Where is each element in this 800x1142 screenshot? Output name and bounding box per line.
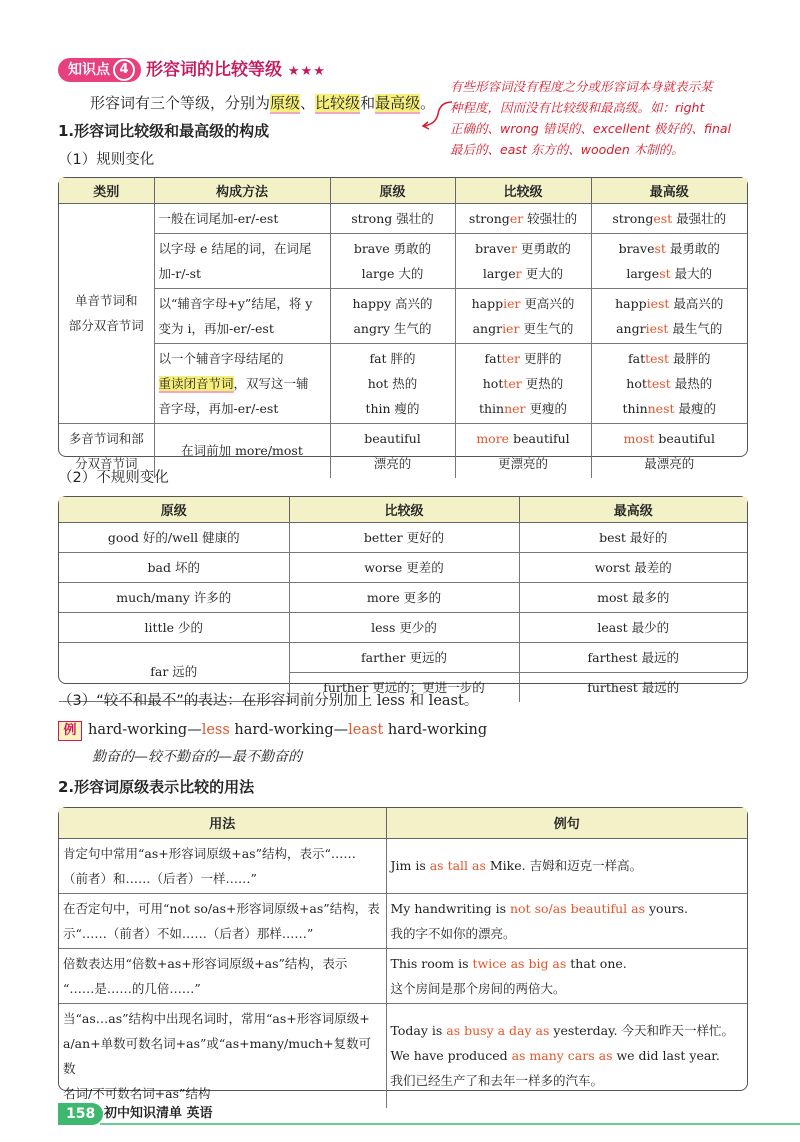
knowledge-point-badge xyxy=(58,58,141,82)
col-header: 例句 xyxy=(386,808,747,838)
table-row xyxy=(59,838,747,893)
table-row xyxy=(59,893,747,948)
col-header: 构成方法 xyxy=(154,178,330,203)
usage-cell: 在否定句中，可用“not so/as+形容词原级+as”结构，表 示“……（前者）不如……（后者）那样……” xyxy=(59,893,386,948)
as-as-usage-table xyxy=(58,807,748,1101)
intro-text: 形容词有三个等级，分别为原级、比较级和最高级。 xyxy=(90,94,436,112)
example-cell: Today is as busy a day as yesterday. 今天和昨天一样忙。 We have produced as many cars as we did last year. 我们已经生产了和去年一样多的汽车。 xyxy=(386,1003,747,1108)
category-cell: 单音节词和 部分双音节词 xyxy=(59,203,154,423)
col-header: 用法 xyxy=(59,808,386,838)
usage-cell: 肯定句中常用“as+形容词原级+as”结构，表示“…… （前者）和……（后者）一样……” xyxy=(59,838,386,893)
superlative-cell: most beautiful 最漂亮的 xyxy=(591,423,747,478)
col-header: 原级 xyxy=(330,178,455,203)
table-row: much/many 许多的 more 更多的 most 最多的 xyxy=(59,582,747,612)
base-cell: brave 勇敢的 large 大的 xyxy=(330,233,455,288)
subsection-3-heading: （3）“较不和最不”的表达：在形容词前分别加上 less 和 least。 xyxy=(58,693,479,709)
superlative-cell: happiest 最高兴的 angriest 最生气的 xyxy=(591,288,747,343)
table-row xyxy=(59,203,747,233)
badge-text: 知识点 xyxy=(68,62,110,78)
table-row xyxy=(59,343,747,423)
table-row xyxy=(59,1003,747,1108)
usage-cell: 当“as…as”结构中出现名词时，常用“as+形容词原级+ a/an+单数可数名词+as”或“as+many/much+复数可数 名词/不可数名词+as”结构 xyxy=(59,1003,386,1108)
comparative-cell: happier 更高兴的 angrier 更生气的 xyxy=(455,288,591,343)
table-row xyxy=(59,233,747,288)
table-row: good 好的/well 健康的 better 更好的 best 最好的 xyxy=(59,522,747,552)
subsection-1-heading: （1）规则变化 xyxy=(58,152,155,168)
col-header: 原级 xyxy=(59,497,289,522)
badge-number: 4 xyxy=(113,59,135,81)
subsection-2-heading: （2）不规则变化 xyxy=(58,470,169,486)
col-header: 最高级 xyxy=(519,497,747,522)
usage-cell: 倍数表达用“倍数+as+形容词原级+as”结构，表示 “……是……的几倍……” xyxy=(59,948,386,1003)
col-header: 比较级 xyxy=(289,497,519,522)
table-row: little 少的 less 更少的 least 最少的 xyxy=(59,612,747,642)
table-row: further 更远的；更进一步的 furthest 最远的 xyxy=(59,672,747,702)
example-badge: 例 xyxy=(58,721,82,741)
table-row xyxy=(59,948,747,1003)
comparative-cell: fatter 更胖的 hotter 更热的 thinner 更瘦的 xyxy=(455,343,591,423)
section-1-heading: 1.形容词比较级和最高级的构成 xyxy=(58,122,270,140)
base-cell: happy 高兴的 angry 生气的 xyxy=(330,288,455,343)
page-title xyxy=(146,58,326,84)
superlative-cell: bravest 最勇敢的 largest 最大的 xyxy=(591,233,747,288)
base-cell: strong 强壮的 xyxy=(330,203,455,233)
regular-comparison-table xyxy=(58,177,748,471)
comparative-cell: stronger 较强壮的 xyxy=(455,203,591,233)
col-header: 比较级 xyxy=(455,178,591,203)
star-rating-icon: ★★★ xyxy=(287,64,326,79)
title-text: 形容词的比较等级 xyxy=(146,60,282,80)
method-cell: 以一个辅音字母结尾的 重读闭音节词，双写这一辅 音字母，再加-er/-est xyxy=(154,343,330,423)
col-header: 最高级 xyxy=(591,178,747,203)
base-cell: beautiful 漂亮的 xyxy=(330,423,455,478)
example-cell: Jim is as tall as Mike. 吉姆和迈克一样高。 xyxy=(386,838,747,893)
book-title: 初中知识清单 英语 xyxy=(104,1106,213,1121)
col-header: 类别 xyxy=(59,178,154,203)
superlative-cell: fattest 最胖的 hottest 最热的 thinnest 最瘦的 xyxy=(591,343,747,423)
example-cell: This room is twice as big as that one. 这个房间是那个房间的两倍大。 xyxy=(386,948,747,1003)
page-number: 158 xyxy=(58,1103,103,1125)
category-cell: 多音节词和部 分双音节词 xyxy=(59,423,154,478)
section-2-heading: 2.形容词原级表示比较的用法 xyxy=(58,778,255,796)
table-row xyxy=(59,288,747,343)
irregular-comparison-table xyxy=(58,496,748,695)
superlative-cell: strongest 最强壮的 xyxy=(591,203,747,233)
example-cell: My handwriting is not so/as beautiful as yours. 我的字不如你的漂亮。 xyxy=(386,893,747,948)
method-cell: 以字母 e 结尾的词，在词尾 加-r/-st xyxy=(154,233,330,288)
example-translation: 勤奋的—较不勤奋的—最不勤奋的 xyxy=(92,749,302,765)
method-cell: 一般在词尾加-er/-est xyxy=(154,203,330,233)
example-sentence: hard-working—less hard-working—least hard-working xyxy=(88,722,488,738)
comparative-cell: more beautiful 更漂亮的 xyxy=(455,423,591,478)
method-cell: 在词前加 more/most xyxy=(154,423,330,478)
method-cell: 以“辅音字母+y”结尾，将 y 变为 i，再加-er/-est xyxy=(154,288,330,343)
comparative-cell: braver 更勇敢的 larger 更大的 xyxy=(455,233,591,288)
side-note: 有些形容词没有程度之分或形容词本身就表示某 种程度，因而没有比较级和最高级。如：right 正确的、wrong 错误的、excellent 极好的、final 最后的、east 东方的、wooden 木制的。 xyxy=(450,79,732,157)
table-row: far 远的 farther 更远的 farthest 最远的 xyxy=(59,642,747,672)
table-row: bad 坏的 worse 更差的 worst 最差的 xyxy=(59,552,747,582)
base-cell: fat 胖的 hot 热的 thin 瘦的 xyxy=(330,343,455,423)
